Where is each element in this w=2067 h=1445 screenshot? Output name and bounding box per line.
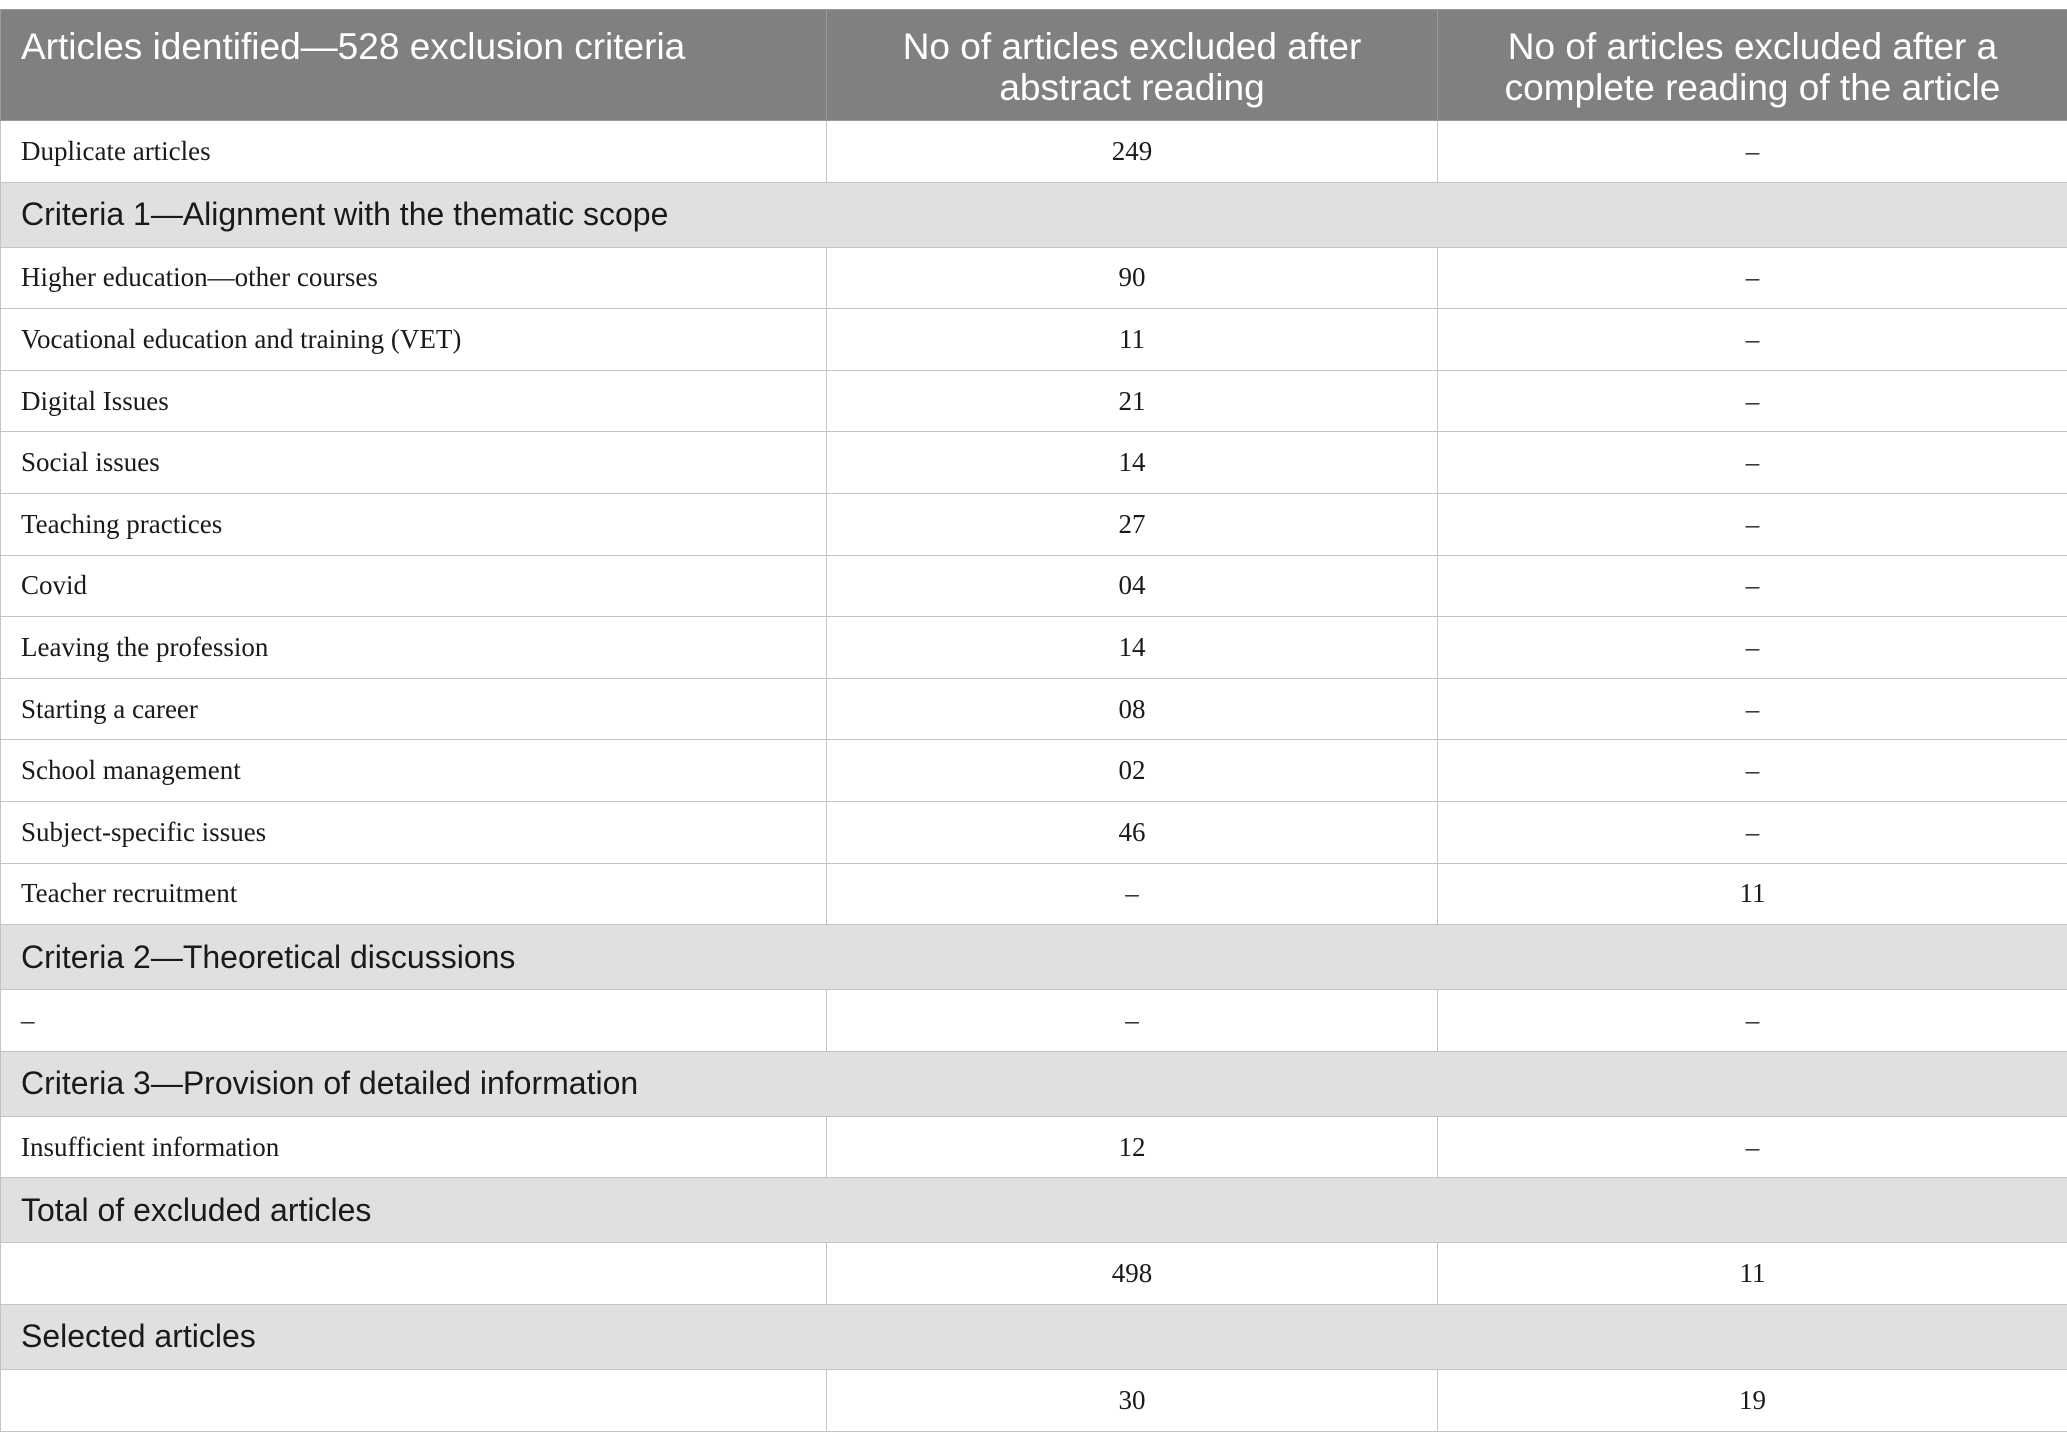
complete-count: – <box>1438 493 2067 555</box>
table-row <box>1 121 2067 183</box>
table-row <box>1 247 2067 309</box>
complete-count: – <box>1438 370 2067 432</box>
section-title: Criteria 3—Provision of detailed information <box>1 1051 2067 1116</box>
header-row <box>1 10 2067 121</box>
total-row <box>1 1243 2067 1305</box>
row-label: Social issues <box>1 432 827 494</box>
table-header <box>1 10 2067 121</box>
row-label: – <box>1 990 827 1052</box>
abstract-count: 46 <box>827 801 1438 863</box>
total-complete-count: 11 <box>1438 1243 2067 1305</box>
row-label: Digital Issues <box>1 370 827 432</box>
abstract-count: 21 <box>827 370 1438 432</box>
table-row <box>1 740 2067 802</box>
row-label: Teacher recruitment <box>1 863 827 925</box>
complete-count: – <box>1438 1116 2067 1178</box>
complete-count: – <box>1438 121 2067 183</box>
table-body <box>1 121 2067 1432</box>
complete-count: – <box>1438 617 2067 679</box>
section-row <box>1 925 2067 990</box>
row-label: Teaching practices <box>1 493 827 555</box>
row-label: Duplicate articles <box>1 121 827 183</box>
section-title: Criteria 2—Theoretical discussions <box>1 925 2067 990</box>
table-row <box>1 678 2067 740</box>
table-row <box>1 863 2067 925</box>
abstract-count: – <box>827 990 1438 1052</box>
abstract-count: 14 <box>827 432 1438 494</box>
abstract-count: 14 <box>827 617 1438 679</box>
table-row <box>1 309 2067 371</box>
row-label-empty <box>1 1243 827 1305</box>
abstract-count: 04 <box>827 555 1438 617</box>
abstract-count: 11 <box>827 309 1438 371</box>
table-row <box>1 493 2067 555</box>
abstract-count: 249 <box>827 121 1438 183</box>
complete-count: – <box>1438 555 2067 617</box>
section-title: Selected articles <box>1 1304 2067 1369</box>
complete-count: – <box>1438 432 2067 494</box>
row-label: Insufficient information <box>1 1116 827 1178</box>
complete-count: – <box>1438 309 2067 371</box>
exclusion-criteria-table-container <box>0 9 2067 1432</box>
complete-count: – <box>1438 740 2067 802</box>
selected-complete-count: 19 <box>1438 1369 2067 1431</box>
abstract-count: – <box>827 863 1438 925</box>
section-row <box>1 182 2067 247</box>
section-row <box>1 1304 2067 1369</box>
section-row <box>1 1051 2067 1116</box>
table-row <box>1 801 2067 863</box>
table-row <box>1 617 2067 679</box>
complete-count: – <box>1438 990 2067 1052</box>
header-complete-reading: No of articles excluded after a complete reading of the article <box>1438 10 2067 121</box>
section-title: Total of excluded articles <box>1 1178 2067 1243</box>
row-label-empty <box>1 1369 827 1431</box>
header-abstract-reading: No of articles excluded after abstract reading <box>827 10 1438 121</box>
row-label: Covid <box>1 555 827 617</box>
row-label: Higher education—other courses <box>1 247 827 309</box>
exclusion-criteria-table <box>0 9 2067 1432</box>
selected-abstract-count: 30 <box>827 1369 1438 1431</box>
abstract-count: 02 <box>827 740 1438 802</box>
section-row <box>1 1178 2067 1243</box>
header-criteria: Articles identified—528 exclusion criteria <box>1 10 827 121</box>
row-label: Leaving the profession <box>1 617 827 679</box>
table-row <box>1 432 2067 494</box>
complete-count: – <box>1438 678 2067 740</box>
abstract-count: 08 <box>827 678 1438 740</box>
table-row <box>1 555 2067 617</box>
total-abstract-count: 498 <box>827 1243 1438 1305</box>
section-title: Criteria 1—Alignment with the thematic scope <box>1 182 2067 247</box>
row-label: School management <box>1 740 827 802</box>
selected-row <box>1 1369 2067 1431</box>
abstract-count: 12 <box>827 1116 1438 1178</box>
row-label: Starting a career <box>1 678 827 740</box>
table-row <box>1 370 2067 432</box>
complete-count: 11 <box>1438 863 2067 925</box>
row-label: Subject-specific issues <box>1 801 827 863</box>
abstract-count: 27 <box>827 493 1438 555</box>
table-row <box>1 1116 2067 1178</box>
abstract-count: 90 <box>827 247 1438 309</box>
complete-count: – <box>1438 801 2067 863</box>
complete-count: – <box>1438 247 2067 309</box>
table-row <box>1 990 2067 1052</box>
row-label: Vocational education and training (VET) <box>1 309 827 371</box>
